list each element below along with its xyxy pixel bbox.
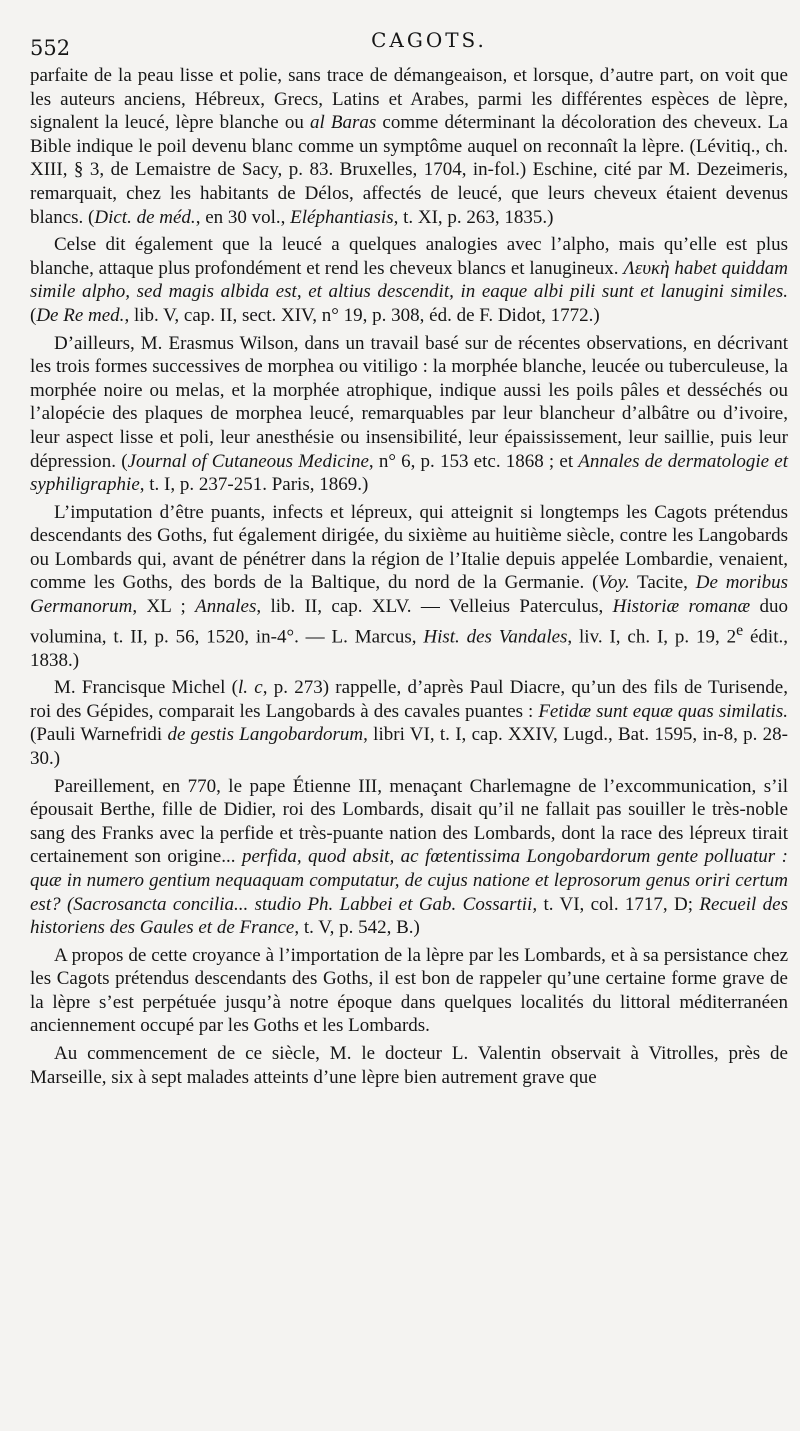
body-text — [30, 64, 788, 1089]
paragraph: parfaite de la peau lisse et polie, sans trace de démangeaison, et lorsque, d’autre part, on voit que les auteurs anciens, Hébreux, Grecs, Latins et Arabes, parmi les différentes espèces de lèpre, signalent la leucé, lèpre blanche ou al Baras comme déterminant la décoloration des cheveux. La Bible indique le poil devenu blanc comme un symptôme auquel on reconnaît la lèpre. (Lévitiq., ch. XIII, § 3, de Lemaistre de Sacy, p. 83. Bruxelles, 1704, in-fol.) Eschine, cité par M. Dezeimeris, remarquait, chez les habitants de Délos, affectés de leucé, que leurs cheveux étaient devenus blancs. (Dict. de méd., en 30 vol., Eléphantiasis, t. XI, p. 263, 1835.) — [30, 65, 788, 228]
page-header — [30, 22, 788, 64]
paragraph: L’imputation d’être puants, infects et lépreux, qui atteignit si longtemps les Cagots prétendus descendants des Goths, fut également dirigée, du sixième au huitième siècle, contre les Langobards ou Lombards qui, avant de pénétrer dans la région de l’Italie depuis appelée Lombardie, venaient, comme les Goths, des bords de la Baltique, du nord de la Germanie. (Voy. Tacite, De moribus Germanorum, XL ; Annales, lib. II, cap. XLV. — Velleius Paterculus, Historiæ romanæ duo volumina, t. II, p. 56, 1520, in-4°. — L. Marcus, Hist. des Vandales, liv. I, ch. I, p. 19, 2e édit., 1838.) — [30, 501, 788, 671]
paragraph: D’ailleurs, M. Erasmus Wilson, dans un travail basé sur de récentes observations, en décrivant les trois formes successives de morphea ou vitiligo : la morphée blanche, leucée ou tuberculeuse, la morphée noire ou melas, et la morphée atrophique, indique aussi les poils pâles et desséchés ou l’alopécie des plaques de morphea leucé, remarquables par leur blancheur d’albâtre ou d’ivoire, leur aspect lisse et poli, leur anesthésie ou insensibilité, leur épaississement, leur saillie, puis leur dépression. (Journal of Cutaneous Medicine, n° 6, p. 153 etc. 1868 ; et Annales de dermatologie et syphiligraphie, t. I, p. 237-251. Paris, 1869.) — [30, 332, 788, 496]
paragraph: Pareillement, en 770, le pape Étienne III, menaçant Charlemagne de l’excommunication, s’il épousait Berthe, fille de Didier, roi des Lombards, disait qu’il ne fallait pas souiller le très-noble sang des Franks avec la perfide et très-puante nation des Lombards, dont la race des lépreux tirait certainement son origine... perfida, quod absit, ac fœtentissima Longobardorum gente polluatur : quæ in numero gentium nequaquam computatur, de cujus natione et leprosorum genus oriri certum est? (Sacrosancta concilia... studio Ph. Labbei et Gab. Cossartii, t. VI, col. 1717, D; Recueil des historiens des Gaules et de France, t. V, p. 542, B.) — [30, 775, 788, 939]
page-number: 552 — [30, 36, 71, 60]
paragraph: Celse dit également que la leucé a quelques analogies avec l’alpho, mais qu’elle est plus blanche, attaque plus profondément et rend les cheveux blancs et lanugineux. Λευκὴ habet quiddam simile alpho, sed magis albida est, et altius descendit, in eaque albi pili sunt et lanugini similes. (De Re med., lib. V, cap. II, sect. XIV, n° 19, p. 308, éd. de F. Didot, 1772.) — [30, 234, 788, 326]
running-title: CAGOTS. — [371, 28, 487, 52]
paragraph: M. Francisque Michel (l. c, p. 273) rappelle, d’après Paul Diacre, qu’un des fils de Turisende, roi des Gépides, comparait les Langobards à des cavales puantes : Fetidæ sunt equæ quas similatis. (Pauli Warnefridi de gestis Langobardorum, libri VI, t. I, cap. XXIV, Lugd., Bat. 1595, in-8, p. 28-30.) — [30, 677, 788, 769]
paragraph: A propos de cette croyance à l’importation de la lèpre par les Lombards, et à sa persistance chez les Cagots prétendus descendants des Goths, il est bon de rappeler qu’une certaine forme grave de la lèpre s’est perpétuée jusqu’à notre époque dans quelques localités du littoral méditerranéen anciennement occupé par les Goths et les Lombards. — [30, 944, 788, 1037]
paragraph: Au commencement de ce siècle, M. le docteur L. Valentin observait à Vitrolles, près de Marseille, six à sept malades atteints d’une lèpre bien autrement grave que — [30, 1043, 788, 1088]
